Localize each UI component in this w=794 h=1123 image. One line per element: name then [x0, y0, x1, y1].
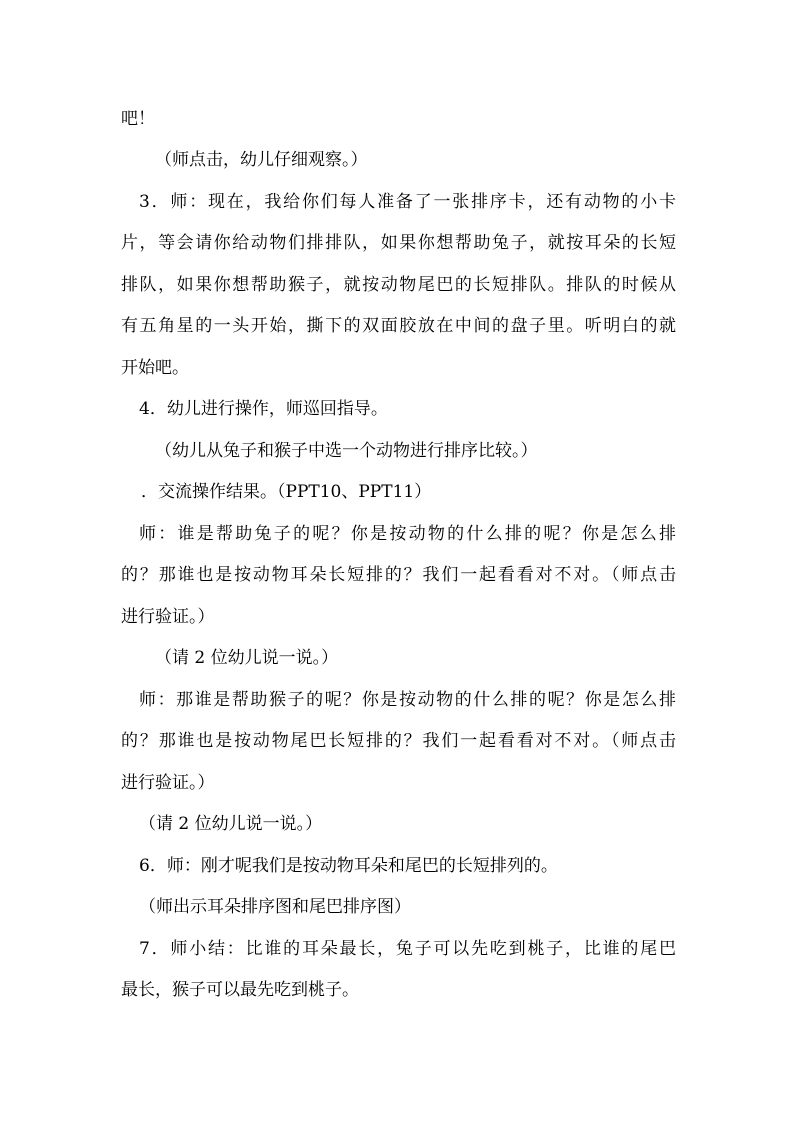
text-line-6 — [0, 314, 794, 338]
text-line-8 — [0, 397, 794, 421]
text-line-17 — [0, 771, 794, 795]
text-line-2 — [0, 148, 794, 172]
text-line-11 — [0, 522, 794, 546]
line-text: （幼儿从兔子和猴子中选一个动物进行排序比较。） — [155, 441, 538, 461]
text-line-7 — [0, 356, 794, 380]
line-text: 最长，猴子可以最先吃到桃子。 — [121, 980, 359, 1000]
line-text: （请 2 位幼儿说一说。） — [139, 814, 323, 834]
line-text: 6．师：刚才呢我们是按动物耳朵和尾巴的长短排列的。 — [139, 856, 558, 876]
line-text: 师：那谁是帮助猴子的呢？你是按动物的什么排的呢？你是怎么排 — [139, 690, 676, 710]
line-text: 有五角星的一头开始，撕下的双面胶放在中间的盘子里。听明白的就 — [121, 316, 676, 336]
text-line-4 — [0, 231, 794, 255]
text-line-19 — [0, 854, 794, 878]
line-text: 进行验证。） — [121, 773, 215, 793]
text-line-22 — [0, 978, 794, 1002]
text-line-20 — [0, 895, 794, 919]
line-text: 进行验证。） — [121, 607, 215, 627]
text-line-15 — [0, 688, 794, 712]
text-line-1 — [0, 107, 794, 131]
text-line-5 — [0, 273, 794, 297]
text-line-16 — [0, 729, 794, 753]
line-text: 7．师小结：比谁的耳朵最长，兔子可以先吃到桃子，比谁的尾巴 — [139, 939, 676, 959]
text-line-18 — [0, 812, 794, 836]
text-line-9 — [0, 439, 794, 463]
line-text: 吧！ — [121, 109, 155, 129]
line-text: 4．幼儿进行操作，师巡回指导。 — [139, 399, 388, 419]
line-text: 3．师：现在，我给你们每人准备了一张排序卡，还有动物的小卡 — [139, 192, 676, 212]
line-text: （师点击，幼儿仔细观察。） — [155, 150, 368, 170]
line-text: 开始吧。 — [121, 358, 189, 378]
line-text: 排队，如果你想帮助猴子，就按动物尾巴的长短排队。排队的时候从 — [121, 275, 676, 295]
line-text: 片，等会请你给动物们排排队，如果你想帮助兔子，就按耳朵的长短 — [121, 233, 676, 253]
text-line-13 — [0, 605, 794, 629]
text-line-3 — [0, 190, 794, 214]
text-line-21 — [0, 937, 794, 961]
text-line-14 — [0, 646, 794, 670]
line-text: 师：谁是帮助兔子的呢？你是按动物的什么排的呢？你是怎么排 — [139, 524, 676, 544]
line-text: （请 2 位幼儿说一说。） — [155, 648, 339, 668]
line-text: 的？那谁也是按动物尾巴长短排的？我们一起看看对不对。（师点击 — [121, 731, 676, 751]
text-line-12 — [0, 563, 794, 587]
line-text: ．交流操作结果。（PPT10、PPT11） — [141, 482, 432, 502]
line-text: （师出示耳朵排序图和尾巴排序图） — [139, 897, 411, 917]
text-line-10 — [0, 480, 794, 504]
line-text: 的？那谁也是按动物耳朵长短排的？我们一起看看对不对。（师点击 — [121, 565, 676, 585]
